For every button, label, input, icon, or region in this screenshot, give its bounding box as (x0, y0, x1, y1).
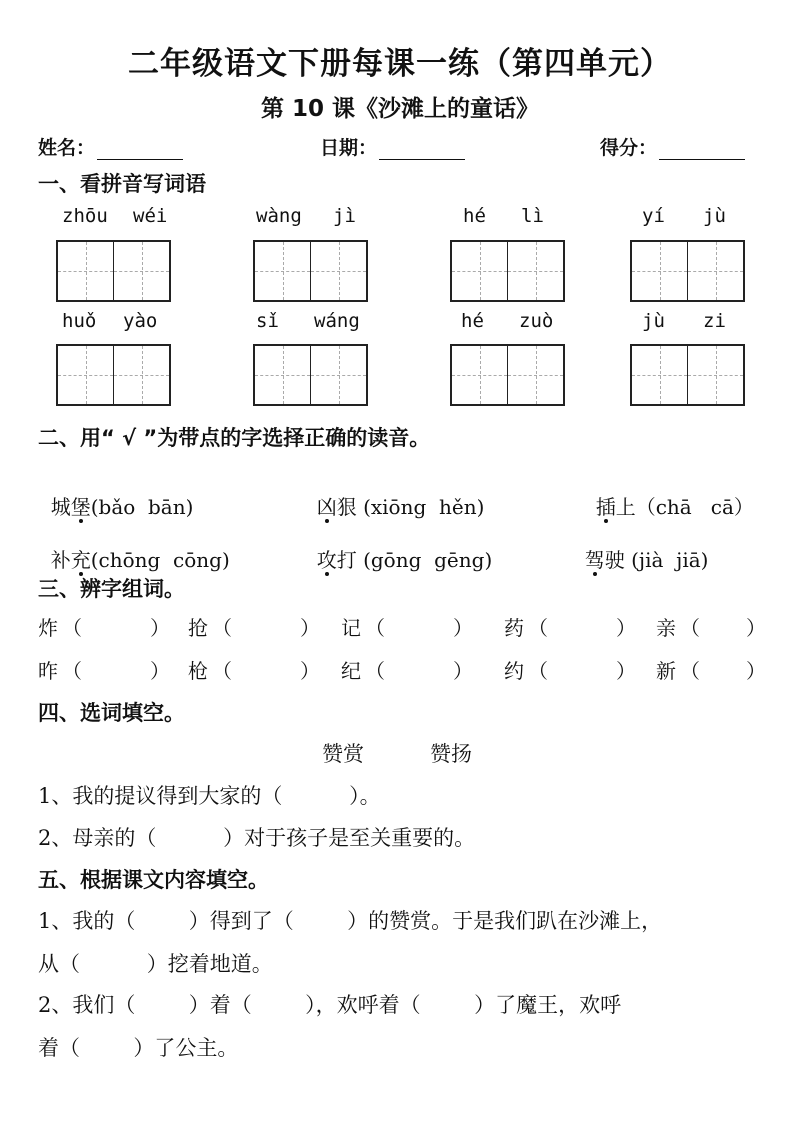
writing-grid[interactable] (630, 240, 745, 302)
pinyin-7-2: zuò (519, 310, 554, 332)
word-char: 亲 (656, 616, 676, 640)
pinyin-1-1: zhōu (62, 205, 108, 227)
pinyin-1-2: wéi (133, 205, 168, 227)
section1-heading: 一、看拼音写词语 (38, 172, 206, 196)
name-blank[interactable] (97, 141, 183, 160)
paren-close: ） (300, 659, 320, 683)
writing-grid[interactable] (253, 344, 368, 406)
word-char: 昨 (38, 659, 58, 683)
word-char: 新 (656, 659, 676, 683)
paren-close: ） (150, 616, 170, 640)
pinyin-6-1: sǐ (256, 310, 279, 332)
paren-close: ） (616, 616, 636, 640)
dotted-char: 堡 (71, 491, 91, 520)
pinyin-8-2: zi (703, 310, 726, 332)
paren-close: ） (453, 659, 473, 683)
word-char: 药 (504, 616, 524, 640)
paren-open: （ (528, 616, 548, 640)
word-char: 纪 (341, 659, 361, 683)
writing-grid[interactable] (450, 240, 565, 302)
pinyin-7-1: hé (461, 310, 484, 332)
word-char: 约 (504, 659, 524, 683)
pinyin-2-2: jì (333, 205, 356, 227)
section5-heading: 五、根据课文内容填空。 (38, 868, 269, 892)
pinyin-3-2: lì (521, 205, 544, 227)
paren-close: ） (746, 659, 766, 683)
dotted-char: 凶 (317, 491, 337, 520)
paren-close: ） (453, 616, 473, 640)
paren-open: （ (365, 659, 385, 683)
dotted-char: 攻 (317, 544, 337, 573)
reading-choice[interactable]: 补充(chōng cōng) (38, 520, 230, 573)
dotted-char: 驾 (585, 544, 605, 573)
score-label: 得分： (600, 137, 658, 159)
pinyin-8-1: jù (642, 310, 665, 332)
paren-open: （ (680, 616, 700, 640)
page-title: 二年级语文下册每课一练（第四单元） (128, 46, 672, 82)
reading-choice[interactable]: 驾驶 (jià jiā) (572, 520, 708, 573)
writing-grid[interactable] (56, 240, 171, 302)
text-fill-4[interactable]: 着（ ）了公主。 (38, 1036, 239, 1060)
dotted-char: 充 (71, 544, 91, 573)
lesson-subtitle: 第 10 课《沙滩上的童话》 (260, 96, 540, 122)
reading-choice[interactable]: 城堡(bǎo bān) (38, 467, 193, 520)
pinyin-3-1: hé (463, 205, 486, 227)
fill-line-2[interactable]: 2、母亲的（ ）对于孩子是至关重要的。 (38, 826, 476, 850)
section2-heading: 二、用“ √ ”为带点的字选择正确的读音。 (38, 426, 431, 450)
word-char: 记 (341, 616, 361, 640)
paren-close: ） (746, 616, 766, 640)
name-field[interactable] (38, 133, 183, 160)
writing-grid[interactable] (450, 344, 565, 406)
writing-grid[interactable] (56, 344, 171, 406)
paren-open: （ (212, 616, 232, 640)
word-row-1 (38, 612, 768, 640)
paren-close: ） (616, 659, 636, 683)
section3-heading: 三、辨字组词。 (38, 577, 185, 601)
paren-close: ） (300, 616, 320, 640)
paren-open: （ (212, 659, 232, 683)
writing-grid[interactable] (253, 240, 368, 302)
fill-line-1[interactable]: 1、我的提议得到大家的（ ）。 (38, 784, 381, 808)
reading-choice[interactable]: 凶狠 (xiōng hěn) (304, 467, 484, 520)
pinyin-4-2: jù (703, 205, 726, 227)
text-fill-1[interactable]: 1、我的（ ）得到了（ ）的赞赏。于是我们趴在沙滩上， (38, 909, 663, 933)
paren-open: （ (62, 616, 82, 640)
text-fill-3[interactable]: 2、我们（ ）着（ ），欢呼着（ ）了魔王，欢呼 (38, 993, 622, 1017)
pinyin-6-2: wáng (314, 310, 360, 332)
score-blank[interactable] (659, 141, 745, 160)
text-fill-2[interactable]: 从（ ）挖着地道。 (38, 952, 273, 976)
word-char: 抢 (188, 616, 208, 640)
reading-choice[interactable]: 插上（chā cā） (583, 467, 754, 520)
paren-open: （ (680, 659, 700, 683)
word-option-2: 赞扬 (430, 742, 472, 766)
pinyin-2-1: wàng (256, 205, 302, 227)
pinyin-5-1: huǒ (62, 310, 97, 332)
date-label: 日期： (320, 137, 378, 159)
date-field[interactable] (320, 133, 465, 160)
paren-open: （ (62, 659, 82, 683)
pinyin-4-1: yí (642, 205, 665, 227)
pinyin-5-2: yào (123, 310, 158, 332)
paren-open: （ (365, 616, 385, 640)
writing-grid[interactable] (630, 344, 745, 406)
name-label: 姓名： (38, 137, 96, 159)
date-blank[interactable] (379, 141, 465, 160)
score-field[interactable] (600, 133, 745, 160)
word-char: 枪 (188, 659, 208, 683)
word-row-2 (38, 655, 768, 683)
word-option-1: 赞赏 (322, 742, 364, 766)
paren-open: （ (528, 659, 548, 683)
dotted-char: 插 (596, 491, 616, 520)
reading-choice[interactable]: 攻打 (gōng gēng) (304, 520, 492, 573)
section4-heading: 四、选词填空。 (38, 701, 185, 725)
word-char: 炸 (38, 616, 58, 640)
paren-close: ） (150, 659, 170, 683)
